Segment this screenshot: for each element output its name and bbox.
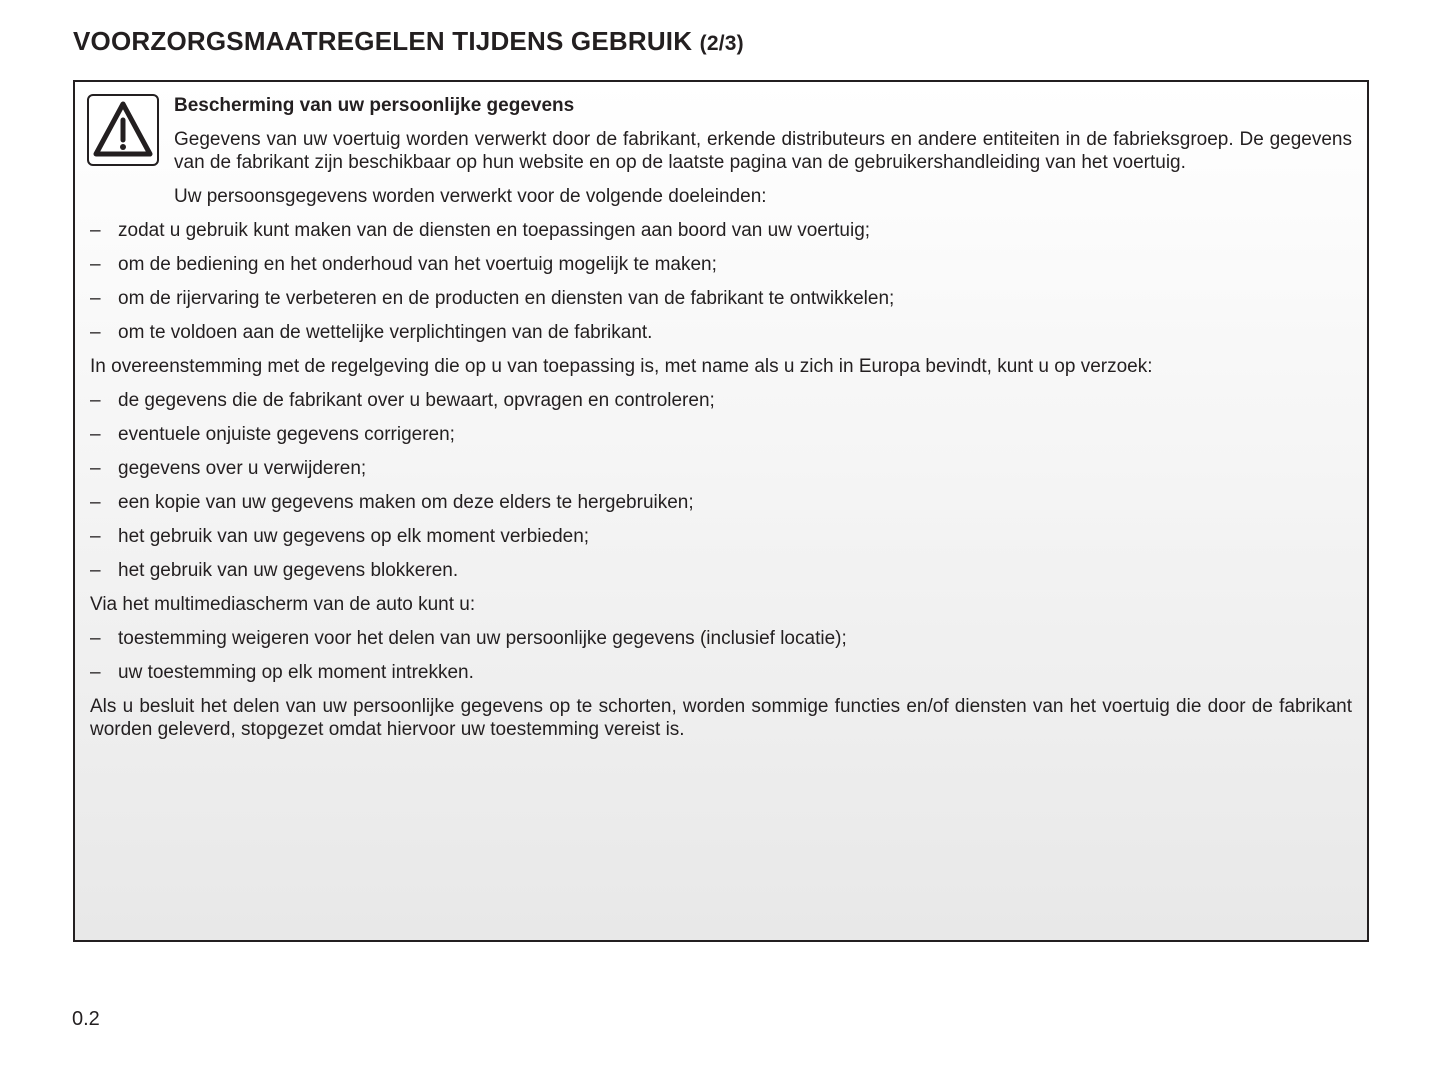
dash: – [90, 458, 101, 479]
rights-list [90, 389, 1352, 582]
closing-paragraph: Als u besluit het delen van uw persoonlijke gegevens op te schorten, worden sommige functies en/of diensten van het voertuig die door de fabrikant worden geleverd, stopgezet omdat hiervoor uw toestemming vereist is. [90, 696, 1352, 740]
dash: – [90, 628, 101, 649]
list-item-text: de gegevens die de fabrikant over u bewaart, opvragen en controleren; [118, 390, 715, 411]
list-item [90, 423, 1352, 446]
dash: – [90, 322, 101, 343]
list-item-text: het gebruik van uw gegevens blokkeren. [118, 560, 459, 581]
warning-content [90, 94, 1352, 752]
dash: – [90, 424, 101, 445]
list-item [90, 457, 1352, 480]
screen-options-list [90, 627, 1352, 684]
rights-intro: In overeenstemming met de regelgeving die op u van toepassing is, met name als u zich in Europa bevindt, kunt u op verzoek: [90, 356, 1153, 377]
list-item-text: het gebruik van uw gegevens op elk moment verbieden; [118, 526, 590, 547]
list-item [90, 219, 1352, 242]
intro-paragraph: Gegevens van uw voertuig worden verwerkt door de fabrikant, erkende distributeurs en andere entiteiten in de fabrieksgroep. De gegevens van de fabrikant zijn beschikbaar op hun website en op de laatste pagina van de gebruikershandleiding van het voertuig. [174, 129, 1352, 173]
page-title [73, 26, 744, 57]
list-item-text: om de bediening en het onderhoud van het voertuig mogelijk te maken; [118, 254, 717, 275]
page-number: 0.2 [72, 1008, 100, 1030]
list-item-text: om de rijervaring te verbeteren en de producten en diensten van de fabrikant te ontwikkelen; [118, 288, 895, 309]
list-item [90, 389, 1352, 412]
list-item [90, 627, 1352, 650]
page-title-suffix: (2/3) [699, 32, 744, 55]
list-item-text: zodat u gebruik kunt maken van de diensten en toepassingen aan boord van uw voertuig; [118, 220, 871, 241]
list-item [90, 559, 1352, 582]
list-item-text: om te voldoen aan de wettelijke verplichtingen van de fabrikant. [118, 322, 653, 343]
list-item-text: toestemming weigeren voor het delen van uw persoonlijke gegevens (inclusief locatie); [118, 628, 847, 649]
list-item-text: uw toestemming op elk moment intrekken. [118, 662, 474, 683]
list-item-text: gegevens over u verwijderen; [118, 458, 367, 479]
dash: – [90, 288, 101, 309]
dash: – [90, 390, 101, 411]
list-item-text: eventuele onjuiste gegevens corrigeren; [118, 424, 455, 445]
list-item [90, 525, 1352, 548]
dash: – [90, 662, 101, 683]
list-item [90, 321, 1352, 344]
warning-heading: Bescherming van uw persoonlijke gegevens [174, 95, 575, 116]
list-item-text: een kopie van uw gegevens maken om deze elders te hergebruiken; [118, 492, 694, 513]
dash: – [90, 492, 101, 513]
list-item [90, 491, 1352, 514]
dash: – [90, 254, 101, 275]
purposes-intro: Uw persoonsgegevens worden verwerkt voor de volgende doeleinden: [174, 186, 767, 207]
dash: – [90, 560, 101, 581]
screen-intro: Via het multimediascherm van de auto kunt u: [90, 594, 476, 615]
warning-box [73, 80, 1369, 942]
list-item [90, 661, 1352, 684]
purposes-list [90, 219, 1352, 344]
list-item [90, 287, 1352, 310]
dash: – [90, 220, 101, 241]
dash: – [90, 526, 101, 547]
list-item [90, 253, 1352, 276]
page-title-text: VOORZORGSMAATREGELEN TIJDENS GEBRUIK [73, 26, 693, 56]
